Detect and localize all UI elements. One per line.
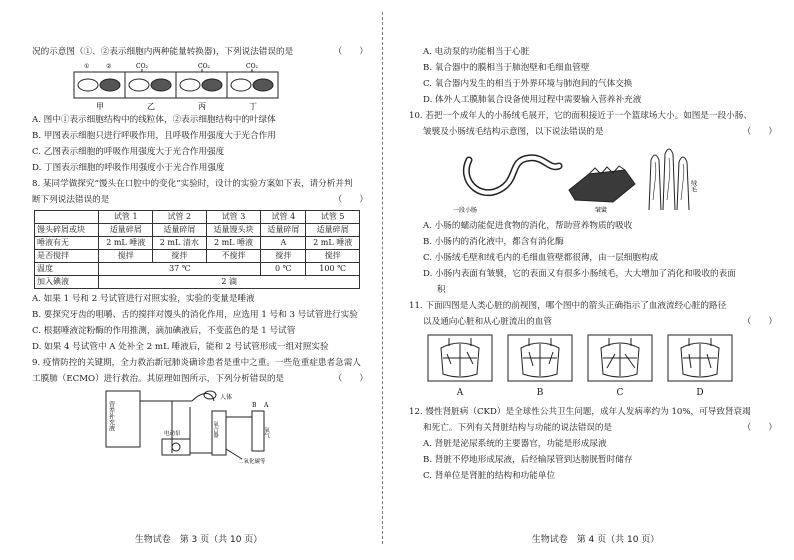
heart-option-a	[427, 334, 493, 400]
body-tube	[192, 394, 214, 402]
q12-option-b: B. 肾脏不停地形成尿液，后经输尿管到达膀胱暂时储存	[423, 454, 633, 465]
fold-label: 皱襞	[595, 207, 608, 214]
heart-letter-c: C	[616, 387, 624, 398]
cell-label-yi: 乙	[147, 102, 155, 111]
q10-stem-line2	[409, 124, 781, 140]
heart-diagram-a	[427, 334, 493, 382]
table-cell: 适量馒头块	[206, 224, 261, 237]
q11-stem-line2-text: 以及通向心脏和从心脏流出的血管	[423, 317, 552, 327]
q9-stem-line2	[32, 371, 372, 387]
heart-letter-b: B	[536, 387, 544, 398]
q8-stem-line1: 8. 某同学做探究“馒头在口腔中的变化”实验时，设计的实验方案如下表，请分析并判	[32, 179, 353, 189]
q10-option-d: D. 小肠内表面有皱襞，它的表面又有很多小肠绒毛，大大增加了消化和吸收的表面	[423, 269, 736, 279]
page-4-content	[409, 44, 781, 484]
q10-option-b: B. 小肠内的消化液中，都含有消化酶	[423, 237, 564, 247]
table-cell: 温度	[35, 263, 99, 276]
q8-answer-paren: （ ）	[333, 195, 368, 205]
table-cell: 馒头碎屑或块	[35, 224, 99, 237]
nutrient-box-label: 营养补充液	[107, 401, 115, 431]
table-cell: 搅拌	[261, 250, 306, 263]
heart-diagram-c	[587, 334, 653, 382]
pump-icon	[172, 443, 180, 451]
q12-stem-line1: 12. 慢性肾脏病（CKD）是全球性公共卫生问题，成年人发病率约为 10%，可导致肾衰竭	[409, 406, 751, 417]
person-label: 人体	[220, 394, 233, 401]
table-header-cell: 试管 1	[99, 211, 153, 224]
q10-stem-line2-text: 皱襞及小肠绒毛结构示意图，以下说法错误的是	[423, 127, 604, 137]
table-cell: 搅拌	[306, 250, 360, 263]
q11-answer-paren: （ ）	[742, 317, 777, 327]
villus-group	[649, 149, 689, 210]
q9-option-c: C. 氧合器内发生的相当于外界环境与肺泡间的气体交换	[423, 79, 633, 89]
co2-label: 二氧化碳等	[238, 459, 266, 465]
table-cell: 加入碘液	[35, 276, 99, 289]
q8-option-b: B. 要探究牙齿的咀嚼、舌的搅拌对馒头的消化作用，应选用 1 号和 3 号试管进行实验	[32, 310, 358, 320]
table-cell: 2 mL 唾液	[306, 237, 360, 250]
q8-stem-line2-text: 断下列说法错误的是	[32, 195, 110, 205]
heart-option-c	[587, 334, 653, 400]
table-cell: 2 mL 唾液	[99, 237, 153, 250]
heart-letter-d: D	[696, 387, 704, 398]
page-3-content	[32, 44, 372, 465]
table-cell: 37 ℃	[99, 263, 261, 276]
oxygenator-label: 氧合器	[212, 421, 218, 438]
page-4-footer: 生物试卷 第 4 页（共 10 页）	[531, 534, 660, 545]
experiment-table	[34, 210, 360, 289]
cell-label-ding: 丁	[249, 102, 257, 111]
table-cell: 不搅拌	[206, 250, 261, 263]
table-cell: 2 mL 唾液	[206, 237, 261, 250]
q8-stem-line2	[32, 192, 372, 208]
q8-option-d: D. 如果 4 号试管中 A 处补全 2 mL 唾液后，能和 2 号试管形成一组对照实验	[32, 342, 329, 352]
fold-block	[569, 170, 635, 202]
table-header-cell: 试管 3	[206, 211, 261, 224]
q12-stem-line2	[409, 420, 781, 436]
circle-label-2: ②	[106, 63, 112, 70]
table-cell: 搅拌	[99, 250, 153, 263]
intestine-diagram-svg	[449, 140, 709, 218]
q7-option-c: C. 乙图表示细胞的呼吸作用强度大于光合作用强度	[32, 147, 225, 157]
q8-option-c: C. 根据唾液淀粉酶的作用推测，滴加碘液后，不变蓝色的是 1 号试管	[32, 326, 296, 336]
ecmo-diagram-svg	[102, 387, 322, 465]
q7-stem-text: 况的示意图（①、②表示细胞内两种能量转换器)，下列说法错误的是	[32, 47, 294, 57]
table-header-cell	[35, 211, 99, 224]
villus-label: 绒毛	[689, 180, 697, 192]
pump-label: 电动泵	[164, 431, 181, 437]
q7-option-d: D. 丁图表示细胞的呼吸作用强度小于光合作用强度	[32, 163, 225, 173]
label-b: B	[252, 402, 257, 409]
table-cell: 唾液有无	[35, 237, 99, 250]
intestine-label: 一段小肠	[453, 207, 478, 214]
table-cell: 适量碎屑	[99, 224, 153, 237]
heart-option-d	[667, 334, 733, 400]
q9-option-b: B. 氧合器中的膜相当于肺泡壁和毛细血管壁	[423, 63, 590, 73]
q9-stem-line2-text: 工膜肺（ECMO）进行救治。其原理如图所示，下列分析错误的是	[32, 374, 285, 384]
page-3-footer: 生物试卷 第 3 页（共 10 页）	[134, 534, 263, 545]
ecmo-figure	[32, 387, 372, 465]
q9-answer-paren: （ ）	[333, 374, 368, 384]
q12-stem-line2-text: 和死亡。下列有关肾脏结构与功能的说法错误的是	[423, 422, 613, 433]
heart-diagram-b	[507, 334, 573, 382]
q10-answer-paren: （ ）	[742, 127, 777, 137]
q7-option-a: A. 图中①表示细胞结构中的线粒体，②表示细胞结构中的叶绿体	[32, 115, 276, 125]
cell-bing-organelles	[180, 63, 222, 91]
table-cell: 2 滴	[99, 276, 360, 289]
table-header-cell: 试管 4	[261, 211, 306, 224]
table-cell: 适量碎屑	[306, 224, 360, 237]
q7-stem	[32, 44, 372, 60]
table-row-temperature	[35, 263, 360, 276]
intestine-figure	[409, 140, 781, 218]
heart-diagrams	[427, 334, 781, 400]
q9-stem-line1: 9. 疫情防控的关键期，全力救治新冠肺炎确诊患者是重中之重。一些危重症患者急需人	[32, 358, 361, 368]
heart-diagram-d	[667, 334, 733, 382]
heart-letter-a: A	[456, 387, 464, 398]
q7-option-b: B. 甲图表示细胞只进行呼吸作用，且呼吸作用强度大于光合作用	[32, 131, 276, 141]
q7-answer-paren: （ ）	[333, 47, 368, 57]
pump-box	[162, 439, 190, 455]
circle-label-1: ①	[84, 63, 90, 70]
q8-option-a: A. 如果 1 号和 2 号试管进行对照实验，实验的变量是唾液	[32, 294, 255, 304]
table-cell: 搅拌	[153, 250, 207, 263]
oxygen-label: 氧气	[263, 427, 269, 438]
q12-option-a: A. 肾脏是泌尿系统的主要器官，功能是形成尿液	[423, 438, 607, 449]
q12-option-c: C. 肾单位是肾脏的结构和功能单位	[423, 470, 556, 481]
cell-label-bing: 丙	[198, 102, 206, 111]
table-row-iodine	[35, 276, 360, 289]
q12-answer-paren: （ ）	[742, 422, 777, 433]
table-row	[35, 224, 360, 237]
q9-option-d: D. 体外人工膜肺氧合设备使用过程中需要输入营养补充液	[423, 95, 642, 105]
table-row	[35, 250, 360, 263]
cell-yi-organelles	[129, 63, 171, 91]
label-a: A	[264, 402, 269, 409]
table-header-cell: 试管 5	[306, 211, 360, 224]
q10-option-c: C. 小肠绒毛壁和绒毛内的毛细血管壁都很薄，由一层细胞构成	[423, 253, 659, 263]
table-cell: 0 ℃	[261, 263, 306, 276]
q10-option-d-cont: 积	[437, 285, 446, 295]
page-4	[397, 0, 794, 560]
table-cell: A	[261, 237, 306, 250]
table-cell: 适量碎屑	[153, 224, 207, 237]
table-row	[35, 237, 360, 250]
q7-cell-figure	[32, 60, 372, 112]
q9-option-a: A. 电动泵的功能相当于心脏	[423, 47, 530, 57]
gas-label-bing: CO₂	[198, 63, 210, 70]
table-cell: 100 ℃	[306, 263, 360, 276]
q10-option-a: A. 小肠的蠕动能促进食物的消化，帮助营养物质的吸收	[423, 221, 633, 231]
table-cell: 2 mL 清水	[153, 237, 207, 250]
table-cell: 适量碎屑	[261, 224, 306, 237]
gas-label-yi: CO₂	[136, 63, 148, 70]
cell-label-jia: 甲	[96, 102, 104, 111]
q11-stem-line2	[409, 314, 781, 330]
cell-diagram-svg	[32, 60, 292, 112]
cell-ding-organelles	[231, 63, 273, 91]
gas-label-ding: CO₂	[246, 63, 258, 70]
table-header-row	[35, 211, 360, 224]
q11-stem-line1: 11. 下面四图是人类心脏的前视图，哪个图中的箭头正确指示了血液流经心脏的路径	[409, 301, 727, 311]
heart-option-b	[507, 334, 573, 400]
table-header-cell: 试管 2	[153, 211, 207, 224]
table-cell: 是否搅拌	[35, 250, 99, 263]
q10-stem-line1: 10. 若把一个成年人的小肠绒毛展开，它的面积接近于一个篮球场大小。如图是一段小肠、	[409, 111, 752, 121]
cell-jia-organelles	[78, 63, 120, 91]
